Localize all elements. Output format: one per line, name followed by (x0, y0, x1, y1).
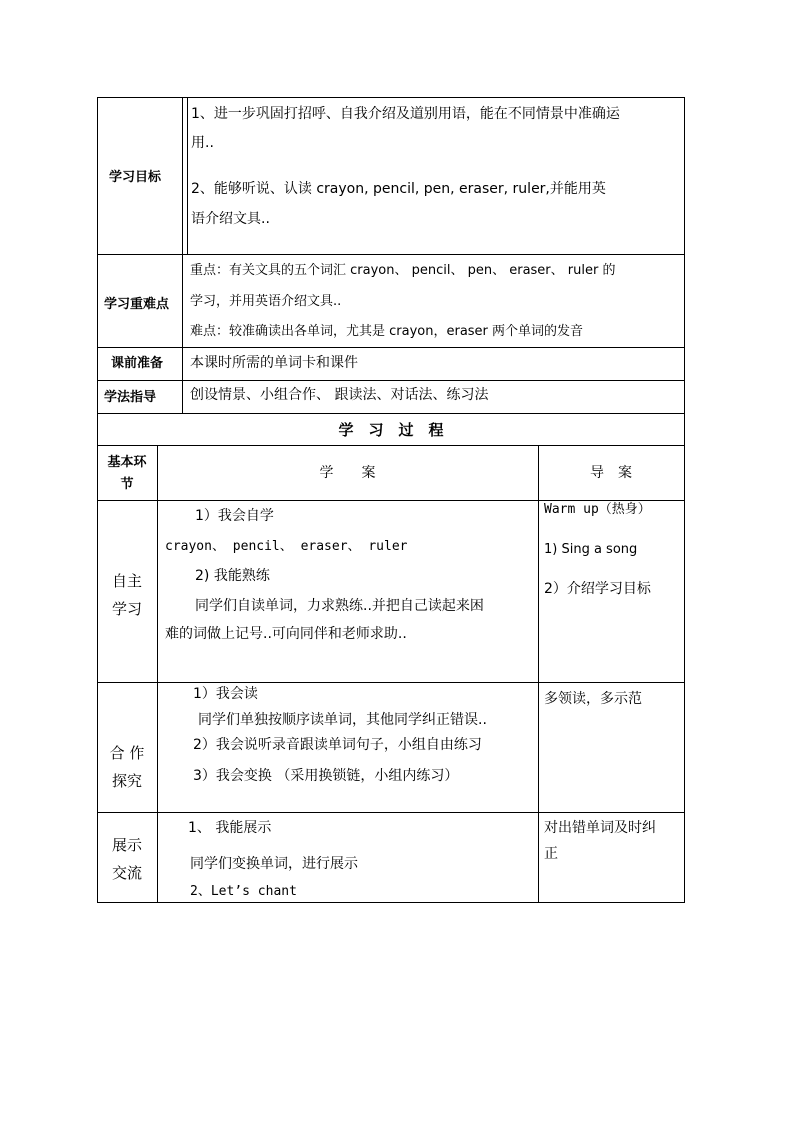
show-plan: 2、Let’s chant (190, 884, 297, 899)
process-title: 学 习 过 程 (338, 421, 444, 439)
self-study-guide: 1) Sing a song (544, 542, 638, 557)
label-line: 合 作 (109, 744, 145, 762)
show-guide: 对出错单词及时纠 (544, 820, 656, 836)
row-divider (97, 413, 685, 414)
col-divider (187, 97, 188, 254)
plan-header: 学 案 (319, 465, 376, 481)
self-study-guide: 2）介绍学习目标 (544, 581, 651, 597)
row-divider (97, 445, 685, 446)
self-study-plan: crayon、 pencil、 eraser、 ruler (165, 539, 408, 554)
keypoints-line: 学习，并用英语介绍文具.. (190, 294, 342, 309)
row-divider (97, 347, 685, 348)
row-divider (97, 812, 685, 813)
row-divider (97, 682, 685, 683)
col-divider (157, 445, 158, 903)
self-study-label (97, 567, 157, 623)
method-text: 创设情景、小组合作、 跟读法、对话法、练习法 (190, 387, 489, 403)
prep-text: 本课时所需的单词卡和课件 (190, 355, 358, 371)
goals-line: 1、进一步巩固打招呼、自我介绍及道别用语，能在不同情景中准确运 (191, 106, 620, 122)
cooperate-label (97, 739, 157, 795)
show-plan: 同学们变换单词，进行展示 (190, 856, 358, 872)
show-plan: 1、 我能展示 (188, 820, 272, 836)
stage-header-line: 节 (120, 477, 134, 492)
col-divider (182, 97, 183, 413)
stage-header-line: 基本环 (107, 455, 147, 470)
label-line: 交流 (111, 864, 142, 882)
self-study-plan: 同学们自读单词，力求熟练..并把自己读起来困 (195, 598, 484, 614)
label-line: 展示 (111, 836, 142, 854)
label-line: 探究 (111, 772, 142, 790)
cooperate-guide: 多领读，多示范 (544, 691, 642, 707)
show-guide: 正 (544, 846, 558, 862)
method-label: 学法指导 (104, 390, 157, 405)
goals-label: 学习目标 (109, 170, 162, 185)
cooperate-plan: 2）我会说听录音跟读单词句子，小组自由练习 (193, 737, 482, 753)
cooperate-plan: 同学们单独按顺序读单词，其他同学纠正错误.. (198, 712, 487, 728)
self-study-plan: 1）我会自学 (195, 508, 274, 524)
cooperate-plan: 1）我会读 (193, 686, 258, 702)
goals-line: 用.. (191, 135, 214, 151)
border-bottom (97, 902, 685, 903)
cooperate-plan: 3）我会变换 （采用换锁链，小组内练习） (193, 768, 459, 784)
lesson-plan-table (97, 97, 685, 903)
row-divider (97, 254, 685, 255)
border-right (684, 97, 685, 903)
goals-line: 2、能够听说、认读 crayon, pencil, pen, eraser, ruler,并能用英 (191, 181, 606, 197)
col-divider (538, 445, 539, 903)
keypoints-line: 重点：有关文具的五个词汇 crayon、 pencil、 pen、 eraser、 ruler 的 (190, 263, 616, 278)
row-divider (97, 380, 685, 381)
prep-label: 课前准备 (111, 356, 164, 371)
label-line: 学习 (111, 600, 142, 618)
guide-header: 导 案 (590, 465, 632, 481)
self-study-guide: Warm up（热身） (544, 502, 651, 517)
keypoints-label: 学习重难点 (104, 297, 170, 312)
goals-line: 语介绍文具.. (191, 211, 270, 227)
stage-header (97, 452, 157, 496)
border-top (97, 97, 685, 98)
keypoints-line: 难点：较准确读出各单词，尤其是 crayon，eraser 两个单词的发音 (190, 324, 584, 339)
label-line: 自主 (111, 572, 142, 590)
self-study-plan: 2) 我能熟练 (195, 568, 270, 584)
show-label (97, 831, 157, 887)
self-study-plan: 难的词做上记号..可向同伴和老师求助.. (165, 626, 407, 642)
